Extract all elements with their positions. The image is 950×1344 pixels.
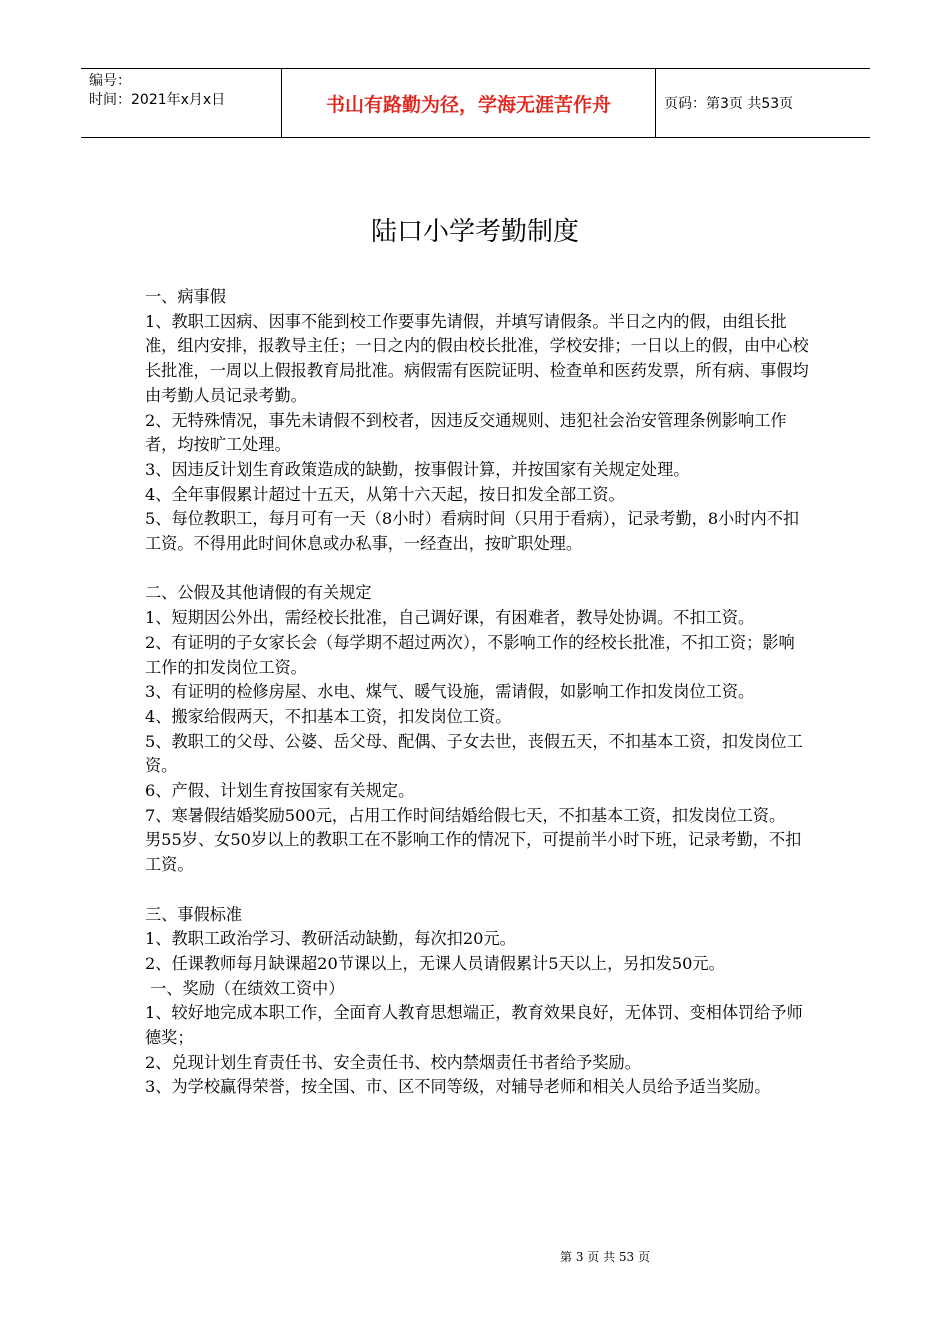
paragraph: 6、产假、计划生育按国家有关规定。 (145, 781, 415, 801)
paragraph: 3、因违反计划生育政策造成的缺勤，按事假计算，并按国家有关规定处理。 (145, 459, 690, 479)
paragraph: 3、有证明的检修房屋、水电、煤气、暖气设施，需请假，如影响工作扣发岗位工资。 (145, 682, 755, 702)
paragraph: 2、有证明的子女家长会（每学期不超过两次），不影响工作的经校长批准，不扣工资；影响工作的扣发岗位工资。 (145, 632, 795, 677)
paragraph: 1、教职工政治学习、教研活动缺勤，每次扣20元。 (145, 929, 516, 949)
paragraph: 4、全年事假累计超过十五天，从第十六天起，按日扣发全部工资。 (145, 484, 625, 504)
header-motto: 书山有路勤为径，学海无涯苦作舟 (282, 69, 656, 137)
paragraph: 2、任课教师每月缺课超20节课以上，无课人员请假累计5天以上，另扣发50元。 (145, 953, 725, 973)
page-header (81, 68, 870, 138)
page-footer: 第 3 页 共 53 页 (560, 1250, 650, 1264)
document-title: 陆口小学考勤制度 (370, 217, 579, 247)
header-page-indicator: 页码：第3页 共53页 (664, 96, 794, 112)
section-heading: 二、公假及其他请假的有关规定 (145, 583, 372, 603)
paragraph: 3、为学校赢得荣誉，按全国、市、区不同等级，对辅导老师和相关人员给予适当奖励。 (145, 1077, 771, 1097)
spacer (145, 878, 810, 903)
paragraph: 5、教职工的父母、公婆、岳父母、配偶、子女去世，丧假五天，不扣基本工资，扣发岗位工资。 (145, 731, 803, 776)
paragraph: 1、教职工因病、因事不能到校工作要事先请假，并填写请假条。半日之内的假，由组长批准，组内安排，报教导主任；一日之内的假由校长批准，学校安排；一日以上的假，由中心校长批准，一周以上假报教育局批准。病假需有医院证明、检查单和医药发票，所有病、事假均由考勤人员记录考勤。 (145, 311, 809, 405)
paragraph: 男55岁、女50岁以上的教职工在不影响工作的情况下，可提前半小时下班，记录考勤，不扣工资。 (145, 830, 802, 875)
document-body (145, 285, 810, 1100)
section-heading: 一、病事假 (145, 287, 226, 306)
paragraph: 1、短期因公外出，需经校长批准，自己调好课，有困难者，教导处协调。不扣工资。 (145, 608, 755, 628)
paragraph: 7、寒暑假结婚奖励500元，占用工作时间结婚给假七天，不扣基本工资，扣发岗位工资。 (145, 805, 786, 825)
paragraph: 5、每位教职工，每月可有一天（8小时）看病时间（只用于看病），记录考勤，8小时内不扣工资。不得用此时间休息或办私事，一经查出，按旷职处理。 (145, 509, 800, 554)
paragraph: 4、搬家给假两天，不扣基本工资，扣发岗位工资。 (145, 706, 512, 726)
section-heading: 三、事假标准 (145, 904, 243, 924)
paragraph: 2、兑现计划生育责任书、安全责任书、校内禁烟责任书者给予奖励。 (145, 1052, 641, 1072)
spacer (145, 557, 810, 582)
paragraph: 2、无特殊情况，事先未请假不到校者，因违反交通规则、违犯社会治安管理条例影响工作者，均按旷工处理。 (145, 410, 787, 455)
paragraph: 1、较好地完成本职工作，全面育人教育思想端正，教育效果良好，无体罚、变相体罚给予师德奖； (145, 1003, 803, 1048)
section-heading: 一、奖励（在绩效工资中） (145, 978, 345, 998)
header-meta (81, 69, 282, 137)
document-date: 时间：2021年x月x日 (89, 92, 226, 108)
document-number-label: 编号： (89, 73, 131, 89)
